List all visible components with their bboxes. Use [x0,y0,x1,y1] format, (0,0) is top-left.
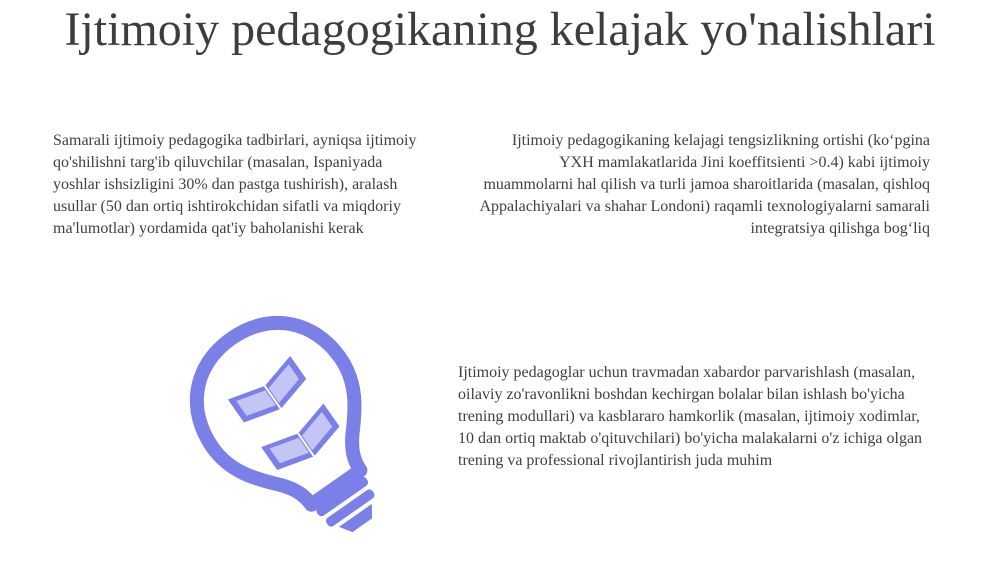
lightbulb-book-icon [190,312,390,552]
page-title: Ijtimoiy pedagogikaning kelajak yo'nalishlari [64,3,936,56]
paragraph-future: Ijtimoiy pedagogikaning kelajagi tengsizlikning ortishi (ko‘pgina YXH mamlakatlarida Jini koeffitsienti >0.4) kabi ijtimoiy muammolarni hal qilish va turli jamoa sharoitlarida (masalan, qishloq Appalachiyalari va shahar Londoni) raqamli texnologiyalarni samarali integratsiya qilishga bog‘liq [479,132,930,237]
paragraph-evaluation: Samarali ijtimoiy pedagogika tadbirlari, ayniqsa ijtimoiy qo'shilishni targ'ib qiluvchilar (masalan, Ispaniyada yoshlar ishsizligini 30% dan pastga tushirish), aralash usullar (50 dan ortiq ishtirokchidan sifatli va miqdoriy ma'lumotlar) yordamida qat'iy baholanishi kerak [53,132,417,237]
paragraph-training: Ijtimoiy pedagoglar uchun travmadan xabardor parvarishlash (masalan, oilaviy zo'ravonlikni boshdan kechirgan bolalar bilan ishlash bo'yicha trening modullari) va kasblararo hamkorlik (masalan, ijtimoiy xodimlar, 10 dan ortiq maktab o'qituvchilari) bo'yicha malakalarni o'z ichiga olgan trening va professional rivojlantirish juda muhim [458,364,923,469]
